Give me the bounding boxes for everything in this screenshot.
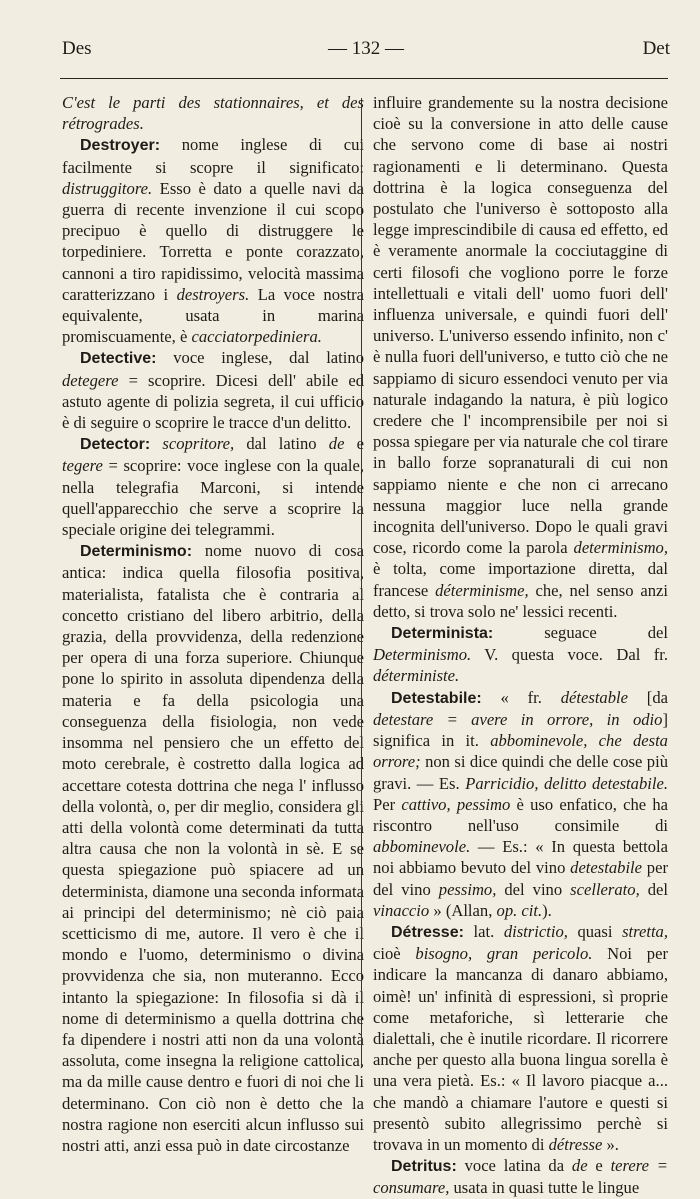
entry-italic: stretta,	[622, 921, 669, 941]
continued-quote: C'est le parti des stationnaires, et des rétrogrades.	[62, 93, 364, 134]
entry-italic: détestable	[560, 687, 628, 707]
entry-text: voce inglese, dal latino	[156, 348, 364, 368]
entry-italic: détresse	[548, 1134, 603, 1154]
header-left-guideword: Des	[62, 38, 92, 59]
page-header	[62, 38, 670, 68]
entry-text: « fr.	[481, 687, 561, 707]
entry-text: ] significa in it.	[373, 709, 668, 751]
entry-italic: terere = consumare,	[373, 1156, 668, 1198]
entry-italic: op. cit.	[496, 900, 543, 920]
entry-determinismo-continued	[373, 92, 668, 622]
entry-italic: cacciatorpediniera.	[191, 327, 322, 347]
entry-italic: Parricidio, delitto detestabile.	[465, 773, 668, 793]
entry-text: e	[344, 434, 364, 454]
entry-detector	[62, 433, 364, 540]
entry-italic: abbominevole, che desta orrore;	[373, 731, 668, 772]
entry-italic: determinismo,	[573, 538, 668, 558]
entry-italic: detegere	[62, 370, 119, 390]
headword-detector: Detector:	[80, 436, 151, 454]
entry-text: influire grandemente su la nostra decisione cioè su la conversione in atto delle cause che servono come di base ai nostri ragionamenti e li determinano. Questa dottrina è la logica conseguenza del postulato che l'universo è sottoposto alla legge imprescindibile di causa ed effetto, ed è veramente anormale la cocciutaggine di certi filosofi che vogliono porre le forze intellettuali e vitali dell' uomo fuori dell' influenza universale, e quindi fuori dell' universo. L'universo essendo infinito, non c' è nulla fuori dell'universo, e tutto ciò che ne sappiamo di sicuro essendoci venuto per via naturale indagando la natura, è più logico credere che l' incomprensibile per noi si possa spiegare per via naturale che col tirare in ballo forze sopranaturali di cui non sappiamo niente e che non ci arrecano nessuna maggior luce nella grande incognita dell'universo. Dopo le quali gravi cose, ricordo come la parola	[373, 93, 668, 558]
entry-text: del	[639, 879, 668, 899]
entry-text: = scoprire. Dicesi dell' abile ed astuto agente di polizia segreta, il cui ufficio è di seguire o scoprire le tracce d'un delitto.	[62, 370, 364, 433]
entry-italic: vinaccio	[373, 900, 430, 920]
entry-determinismo	[62, 540, 364, 1156]
entry-italic: de	[328, 434, 345, 454]
entry-italic: detestabile	[570, 858, 643, 878]
entry-italic: bisogno, gran pericolo.	[415, 944, 593, 964]
entry-text	[150, 434, 162, 453]
entry-determinista	[373, 622, 668, 687]
entry-detective	[62, 347, 364, 433]
entry-italic: detestare = avere in orrore, in odio	[373, 709, 663, 729]
entry-text: » (Allan,	[429, 900, 497, 920]
entry-text: seguace del	[493, 623, 668, 643]
entry-text: del vino	[496, 879, 571, 899]
entry-text: non si dice quindi che delle cose più gravi. — Es.	[373, 752, 668, 793]
entry-text: Noi per indicare la mancanza di danaro abbiamo, oimè! un' infinità di espressioni, sì proprie come metaforiche, sì letterarie che dialettali, che è inutile ricordare. Il ricorrere anche per questo alla buona lingua sorella è una vera pietà. Es.: « Il lavoro piacque a... che mandò a chiamare l'autore e questi si presentò subito allegrissimo perchè si trovava in un momento di	[373, 944, 668, 1154]
headword-determinista: Determinista:	[391, 625, 494, 643]
headword-detritus: Detritus:	[391, 1158, 457, 1176]
headword-destroyer: Destroyer:	[80, 137, 161, 155]
entry-text: quasi	[567, 921, 623, 941]
entry-text: ».	[602, 1134, 619, 1154]
entry-text: = scoprire: voce inglese con la quale, nella telegrafia Marconi, si intende quell'apparecchio che serve a scoprire la speciale origine dei telegrammi.	[62, 456, 364, 540]
entry-text: per del vino	[373, 858, 668, 899]
left-column	[62, 92, 364, 1156]
entry-text: dal latino	[234, 434, 329, 454]
entry-italic: déterministe.	[373, 666, 460, 686]
entry-text: cioè	[373, 944, 416, 964]
header-rule	[60, 78, 668, 79]
entry-detritus	[373, 1155, 668, 1198]
entry-italic: Determinismo.	[373, 645, 472, 665]
column-divider	[361, 98, 362, 1068]
entry-italic: distruggitore.	[62, 178, 153, 198]
entry-text: nome nuovo di cosa antica: indica quella filosofia positiva, materialista, fatalista che è contraria al concetto cristiano del libero arbitrio, della grazia, della provvidenza, della redenzione per opera di una forza superiore. Chiunque pone lo spirito in assoluta dipendenza della materia e fa della psicologia una conseguenza della fisiologia, non vede insomma nel pensiero che un effetto del moto cerebrale, è costretto dalla logica ad accettare cotesta dottrina che nega l' influsso della volontà, o, per dir meglio, considera gli atti della volontà come determinati da tutta altra causa che non la volontà in sè. E se questa spiegazione può spiacere ad un determinista, diamone una seconda informata ai principi del determinismo; nè ciò paia scetticismo di me, autore. Il vero è che il mondo e l'uomo, determinismo o divina provvidenza che sia, non muteranno. Ecco intanto la spiegazione: In filosofia si dà il nome di determinismo a quella dottrina che fa dipendere i nostri atti non da una volontà assoluta, come insegna la religione cattolica, ma da mille cause dentro e fuori di noi che li determinano. Con ciò non è detto che la nostra ragione non eserciti alcun influsso sui nostri atti, anzi essa può in date circostanze	[62, 541, 364, 1155]
entry-italic: scopritore,	[162, 434, 235, 454]
entry-italic: tegere	[62, 456, 103, 476]
entry-detresse	[373, 921, 668, 1155]
entry-italic: pessimo,	[438, 879, 497, 899]
entry-italic: déterminisme,	[435, 580, 529, 600]
right-column	[373, 92, 668, 1199]
entry-text: Esso è dato a quelle navi da guerra di recente invenzione il cui scopo precipuo è quello di distruggere le torpediniere. Torretta e ponte corazzato, cannoni a tiro rapidissimo, velocità massima caratterizzano i	[62, 178, 364, 304]
entry-text: è tolta, come importazione diretta, dal francese	[373, 559, 668, 600]
entry-text: Per	[373, 794, 402, 814]
entry-text: è uso enfatico, che ha riscontro nell'uso consimile di	[373, 794, 669, 835]
entry-destroyer	[62, 134, 364, 347]
entry-detestabile	[373, 687, 668, 921]
entry-text: nome inglese di cui facilmente si scopre il significato:	[62, 135, 364, 177]
entry-italic: districtio,	[503, 921, 568, 941]
entry-text: lat.	[463, 921, 504, 941]
entry-text: La voce nostra equivalente, usata in marina promiscuamente, è	[62, 284, 364, 347]
entry-text: e	[587, 1156, 611, 1176]
entry-italic: destroyers.	[176, 284, 250, 304]
entry-italic: de	[571, 1156, 588, 1176]
entry-text: usata in quasi tutte le lingue	[449, 1178, 640, 1198]
entry-text: ).	[542, 900, 552, 920]
headword-detresse: Détresse:	[391, 923, 464, 941]
entry-text: che, nel senso anzi detto, si trova solo ne' lessici recenti.	[373, 580, 668, 621]
entry-text: — Es.: « In questa bettola noi abbiamo bevuto del vino	[373, 837, 668, 878]
entry-italic: cattivo, pessimo	[401, 794, 511, 814]
headword-determinismo: Determinismo:	[80, 543, 193, 561]
headword-detective: Detective:	[80, 350, 157, 368]
header-right-guideword: Det	[642, 38, 670, 59]
entry-text: voce latina da	[456, 1156, 572, 1176]
page-number: — 132 —	[328, 38, 404, 59]
entry-italic: scellerato,	[570, 879, 640, 899]
headword-detestabile: Detestabile:	[391, 689, 482, 707]
entry-text: [da	[628, 687, 668, 707]
entry-italic: abbominevole.	[373, 837, 471, 857]
entry-text: V. questa voce. Dal fr.	[471, 645, 668, 665]
